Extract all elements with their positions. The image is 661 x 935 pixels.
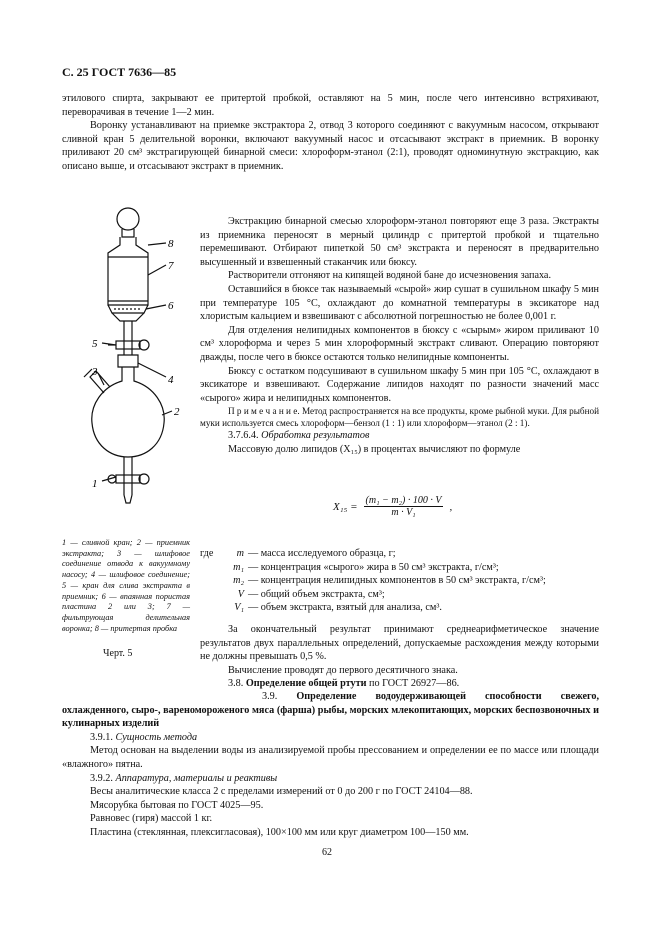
legend-text: — концентрация «сырого» жира в 50 см³ экстракта, г/см³;: [248, 561, 499, 573]
legend-text: — концентрация нелипидных компонентов в 50 см³ экстракта, г/см³;: [248, 575, 546, 587]
section-number: 3.7.6.4.: [228, 430, 259, 442]
legend-row: [200, 547, 599, 561]
page-header: С. 25 ГОСТ 7636—85: [62, 65, 177, 79]
paragraph: Для отделения нелипидных компонентов в бюксу с «сырым» жиром приливают 10 см³ хлороформа и через 5 мин хлороформный экстракт сливают. Операцию повторяют дважды, после чего в бюксе остаются только нелипидные компоненты.: [200, 324, 599, 363]
paragraph: Воронку устанавливают на приемке экстрактора 2, отвод 3 которого соединяют с вакуумным насосом, открывают сливной кран 5 делительной воронки, включают вакуумный насос и отсасывают экстракт в приемник. В воронку приливают 20 см³ экстрагирующей бинарной смеси: хлороформ-этанол (2:1), проводят одноминутную экстракцию, как описано выше, и отсасывают экстракт в приемник.: [62, 120, 599, 172]
figure-label-5: 5: [92, 338, 98, 350]
legend-row: [200, 588, 599, 602]
legend-text: — масса исследуемого образца, г;: [248, 548, 396, 559]
section-number: 3.8.: [228, 678, 244, 690]
section-heading: [62, 690, 599, 731]
paragraph: Экстракцию бинарной смесью хлороформ-этанол повторяют еще 3 раза. Экстракты из приемника переносят в мерный цилиндр с притертой пробкой и тщательно перемешивают. Отбирают пипеткой 50 см³ экстракта и переносят в предварительно высушенный и взвешенный стаканчик или бюксу.: [200, 216, 599, 268]
section-title: Обработка результатов: [261, 430, 370, 442]
section-heading: [200, 429, 599, 443]
paragraph: Бюксу с остатком подсушивают в сушильном шкафу 5 мин при 105 °С, охлаждают в эксикаторе и взвешивают. Содержание липидов находят по разности значений масс «сырого» жира и нелипидных компонентов.: [200, 365, 599, 404]
note-text: Метод распространяется на все продукты, кроме рыбной муки. Для рыбной муки используется смесь хлороформ—бензол (1 : 1) или хлороформ—этанол (2 : 1).: [200, 406, 599, 429]
paragraph: Метод основан на выделении воды из анализируемой пробы прессованием и определении ее по массе или площади «влажного» пятна.: [62, 745, 599, 770]
legend-text: — общий объем экстракта, см³;: [248, 588, 385, 600]
section-title: Определение водоудерживающей способности свежего, охлажденного, сыро-, вареномороженого мяса (фарша) рыбы, морских млекопитающих, морских беспозвоночных и кулинарных изделий: [62, 691, 599, 730]
equipment-item: Равновес (гиря) массой 1 кг.: [90, 813, 213, 825]
formula-denominator: m · V₁: [391, 507, 416, 518]
legend-symbol: m₁: [233, 561, 244, 573]
legend-text: — объем экстракта, взятый для анализа, см³.: [248, 602, 442, 614]
section-title: Определение общей ртути: [245, 678, 367, 690]
section-number: 3.9.1.: [90, 731, 113, 743]
equipment-item: Весы аналитические класса 2 с пределами измерений от 0 до 200 г по ГОСТ 24104—88.: [90, 786, 473, 798]
section-tail: по ГОСТ 26927—86.: [369, 678, 460, 690]
text-block-bottom: [62, 690, 599, 840]
figure-label-3: 3: [92, 366, 98, 378]
legend-row: [200, 601, 599, 615]
legend-row: [200, 574, 599, 588]
formula-comma: ,: [449, 500, 453, 513]
figure-label-7: 7: [168, 260, 174, 272]
formula-legend: [200, 547, 599, 615]
figure-caption: 1 — сливной кран; 2 — приемник экстракта; 3 — шлифовое соединение отвода к вакуумному насосу; 4 — шлифовое соединение; 5 — кран для слива экстракта в приемник; 6 — впаянная пористая пластина 2 или 3; 7 — фильтрующая делительная воронка; 8 — притертая пробка: [62, 538, 190, 633]
formula-lhs: X₁₅ =: [333, 500, 358, 513]
section-number: 3.9.: [262, 691, 278, 702]
section-title: Сущность метода: [115, 731, 198, 743]
legend-symbol: m₂: [233, 575, 244, 587]
equipment-item: Мясорубка бытовая по ГОСТ 4025—95.: [90, 799, 264, 811]
paragraph: Оставшийся в бюксе так называемый «сырой» жир сушат в сушильном шкафу 5 мин при температуре 105 °С, охлаждают до комнатной температуры в эксикаторе над хлористым кальцием и взвешивают с абсолютной погрешностью не более 0,001 г.: [200, 283, 599, 323]
paragraph: Вычисление проводят до первого десятичного знака.: [228, 664, 458, 676]
paragraph: За окончательный результат принимают среднеарифметическое значение результатов двух параллельных определений, допускаемые расхождения между которыми не должны превышать 0,5 %.: [200, 624, 599, 663]
paragraph: Растворители отгоняют на кипящей водяной бане до исчезновения запаха.: [228, 270, 551, 282]
note-label: П р и м е ч а н и е.: [228, 406, 300, 417]
where-label: где: [200, 548, 214, 559]
paragraph: этилового спирта, закрывают ее притертой пробкой, оставляют на 5 мин, после чего интенсивно встряхивают, переворачивая в течение 1—2 мин.: [62, 93, 599, 118]
extractor-figure: [62, 205, 197, 525]
formula-numerator: (m₁ − m₂) · 100 · V: [365, 495, 442, 506]
figure-label-2: 2: [174, 406, 180, 418]
equipment-item: Пластина (стеклянная, плексигласовая), 100×100 мм или круг диаметром 100—150 мм.: [90, 826, 469, 838]
figure-label-4: 4: [168, 374, 174, 386]
page-number: 62: [322, 847, 332, 858]
section-heading: [62, 772, 599, 786]
figure-title: Черт. 5: [103, 648, 133, 659]
legend-symbol: V₁: [234, 602, 244, 614]
figure-label-6: 6: [168, 300, 174, 312]
text-block-right: [200, 215, 599, 457]
text-block-result: [200, 623, 599, 691]
legend-row: [200, 561, 599, 575]
note: [200, 405, 599, 429]
section-heading: [200, 677, 599, 691]
section-number: 3.9.2.: [90, 772, 113, 784]
formula: [333, 495, 452, 518]
stopper-shape: [117, 208, 139, 230]
figure-label-1: 1: [92, 478, 98, 490]
section-heading: [62, 731, 599, 745]
text-block-top: [62, 92, 599, 174]
paragraph: Массовую долю липидов (X₁₅) в процентах вычисляют по формуле: [228, 443, 521, 455]
legend-symbol: m: [236, 548, 244, 559]
legend-symbol: V: [237, 588, 244, 600]
figure-label-8: 8: [168, 238, 174, 250]
section-title: Аппаратура, материалы и реактивы: [115, 772, 278, 784]
